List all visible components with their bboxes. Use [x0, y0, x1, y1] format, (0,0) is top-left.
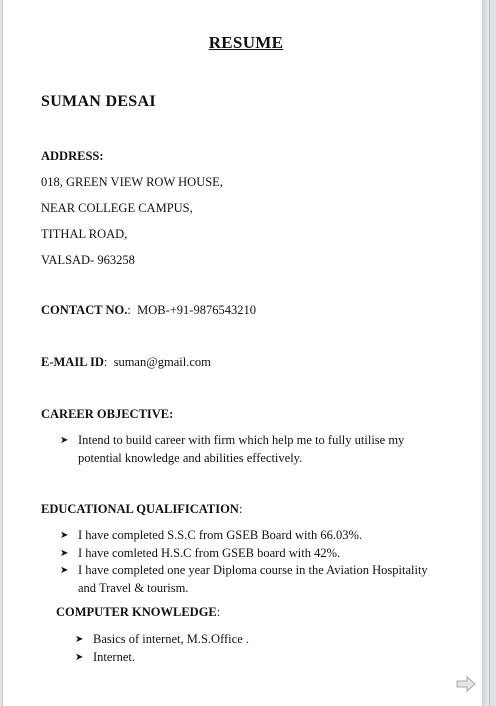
- list-item: ➤ Internet.: [75, 649, 375, 667]
- list-item: ➤ I have completed one year Diploma course in the Aviation Hospitality and Travel & tourism.: [60, 563, 428, 595]
- computer-knowledge-list: [75, 631, 375, 666]
- email-value: suman@gmail.com: [113, 355, 211, 369]
- contact-row: [41, 303, 256, 318]
- career-objective-heading: CAREER OBJECTIVE:: [41, 407, 174, 421]
- arrow-bullet-icon: ➤: [60, 435, 69, 446]
- list-item: ➤ Basics of internet, M.S.Office .: [75, 631, 375, 649]
- contact-colon: :: [127, 303, 131, 317]
- address-label: ADDRESS:: [41, 149, 104, 163]
- resume-page: [2, 0, 490, 706]
- arrow-bullet-icon: ➤: [60, 530, 69, 541]
- page-title: RESUME: [208, 33, 284, 52]
- page-edge-shade: [482, 0, 489, 706]
- list-item: ➤ I have completed S.S.C from GSEB Board with 66.03%.: [60, 527, 445, 545]
- career-objective-list: [60, 432, 420, 467]
- arrow-bullet-icon: ➤: [60, 547, 69, 559]
- education-list: [60, 527, 445, 597]
- address-line-2: NEAR COLLEGE CAMPUS,: [41, 201, 193, 215]
- education-heading: EDUCATIONAL QUALIFICATION:: [41, 502, 243, 516]
- arrow-bullet-icon: ➤: [75, 651, 84, 663]
- candidate-name: SUMAN DESAI: [41, 93, 156, 110]
- contact-label: CONTACT NO.: [41, 303, 128, 317]
- address-line-1: 018, GREEN VIEW ROW HOUSE,: [41, 175, 223, 189]
- list-item: ➤ I have comleted H.S.C from GSEB board with 42%.: [60, 545, 445, 563]
- address-line-3: TITHAL ROAD,: [41, 227, 128, 241]
- contact-value: MOB-+91-9876543210: [137, 303, 256, 317]
- list-item: ➤ Intend to build career with firm which help me to fully utilise my potential knowledge and abilities effectively.: [60, 433, 405, 465]
- arrow-bullet-icon: ➤: [60, 565, 69, 576]
- email-colon: :: [103, 355, 108, 369]
- computer-knowledge-heading: COMPUTER KNOWLEDGE:: [56, 605, 221, 619]
- arrow-bullet-icon: ➤: [75, 634, 84, 645]
- next-arrow-icon[interactable]: [456, 676, 476, 692]
- email-row: [41, 355, 211, 370]
- address-line-4: VALSAD- 963258: [41, 253, 135, 267]
- email-label: E-MAIL ID: [41, 355, 104, 369]
